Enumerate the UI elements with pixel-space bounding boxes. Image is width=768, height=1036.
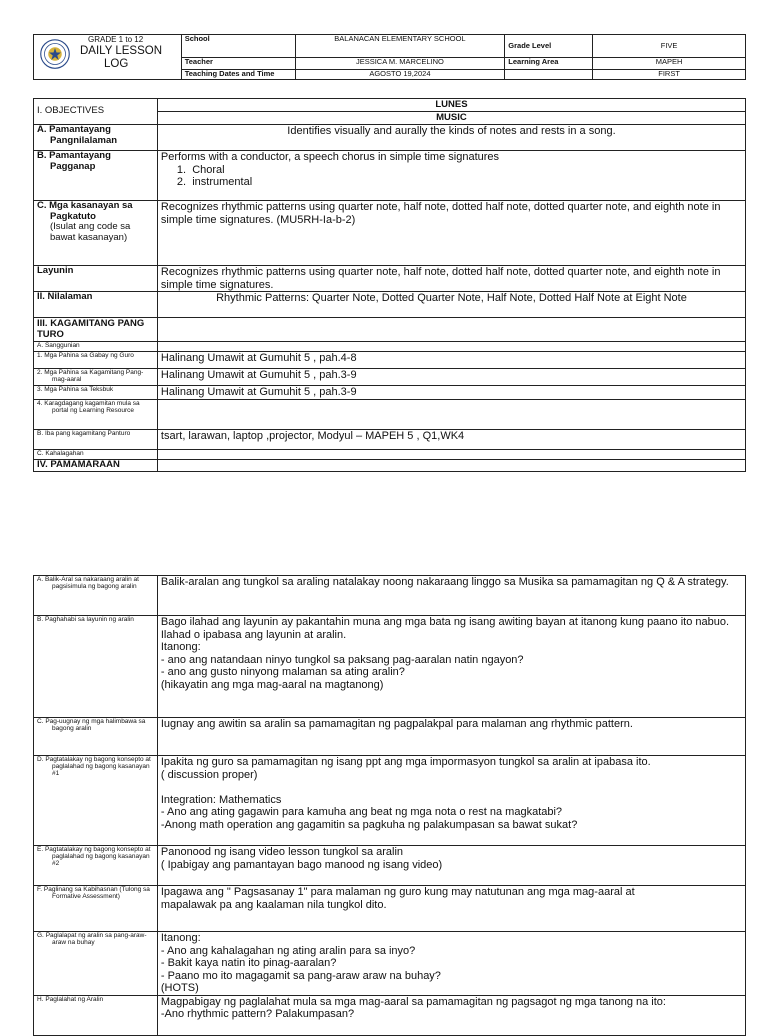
label-text: Kahalagahan: [45, 449, 84, 457]
header-logo-cell: [34, 35, 182, 80]
school-value: BALANACAN ELEMENTARY SCHOOL: [295, 35, 505, 58]
label-text: Pamantayang Pangnilalaman: [49, 124, 118, 146]
procedure-row-label: [34, 616, 158, 718]
list-item: 2. instrumental: [176, 176, 253, 188]
procedure-row-label: [34, 846, 158, 886]
label-letter: 2.: [37, 369, 43, 376]
label-text: Paglinang sa Kabihasnan (Tulong sa Formative Assessment): [43, 886, 150, 900]
label-letter: D.: [37, 756, 44, 763]
content-value: Rhythmic Patterns: Quarter Note, Dotted Quarter Note, Half Note, Dotted Half Note at Eight Note: [157, 292, 745, 318]
line: Bago ilahad ang layunin ay pakantahin muna ang mga bata ng isang awiting bayan at itanong kung paano ito nabuo.: [160, 616, 730, 628]
procedure-label: IV. PAMAMARAAN: [34, 459, 158, 471]
line: Itanong:: [160, 641, 201, 653]
header-table: [33, 34, 746, 80]
line: -Anong math operation ang gagamitin sa pagkuha ng palakumpasan sa bawat sukat?: [160, 818, 578, 831]
grade-level-value: FIVE: [593, 35, 746, 58]
line: (hikayatin ang mga mag-aaral na magtanong): [160, 678, 384, 691]
material-row-value: [157, 342, 745, 352]
line: - ano ang gusto ninyong malaman sa ating aralin?: [160, 666, 405, 678]
list-item-text: Choral: [192, 163, 225, 176]
label-text: Paglalahat ng Aralin: [45, 995, 104, 1003]
line: Integration: Mathematics: [160, 793, 282, 806]
material-row-label: [34, 352, 158, 369]
material-row-value: [157, 449, 745, 459]
procedure-row-label: [34, 932, 158, 996]
line: - Paano mo ito magagamit sa pang-araw araw na buhay?: [160, 969, 441, 982]
line: - Ano ang kahalagahan ng ating aralin para sa inyo?: [160, 944, 416, 957]
label-letter: C.: [37, 200, 47, 211]
procedure-row-label: [34, 886, 158, 932]
procedure-row-value: [157, 886, 745, 932]
performance-standard-label: [34, 151, 158, 201]
material-row-value: Halinang Umawit at Gumuhit 5 , pah.3-9: [157, 369, 745, 386]
label-text: Mga Pahina sa Gabay ng Guro: [44, 352, 134, 359]
material-row-value: tsart, larawan, laptop ,projector, Modyul – MAPEH 5 , Q1,WK4: [157, 429, 745, 449]
label-letter: 1.: [37, 352, 43, 359]
line: -Ano rhythmic pattern? Palakumpasan?: [160, 1008, 355, 1020]
dll-title: [80, 35, 162, 71]
label-text: Balik-Aral sa nakaraang aralin at pagsisimula ng bagong aralin: [44, 576, 139, 590]
day-header: LUNES: [157, 99, 745, 112]
performance-standard-value: [157, 151, 745, 201]
line: Ilahad o ipabasa ang layunin at aralin.: [160, 628, 347, 641]
material-row-label: [34, 399, 158, 429]
grade-range: GRADE 1 to 12: [88, 35, 144, 44]
label-letter: A.: [37, 342, 44, 349]
line: [161, 781, 742, 794]
line: ( discussion proper): [160, 768, 258, 781]
line: Ipagawa ang " Pagsasanay 1" para malaman ng guro kung may natutunan ang mga mag-aaral at: [160, 886, 635, 898]
materials-label: III. KAGAMITANG PANG TURO: [34, 318, 158, 342]
label-text: Mga kasanayan sa Pagkatuto: [49, 200, 133, 222]
subject-header: MUSIC: [157, 112, 745, 125]
label-text: Paghahabi sa layunin ng aralin: [44, 616, 134, 623]
label-letter: A.: [37, 124, 47, 135]
label-text: Pagtatalakay ng bagong konsepto at paglalahad ng bagong kasanayan #2: [44, 846, 151, 867]
line: Ipakita ng guro sa pamamagitan ng isang ppt ang mga impormasyon tungkol sa aralin at ipabasa ito.: [160, 756, 651, 768]
performance-standard-text: Performs with a conductor, a speech chorus in simple time signatures: [160, 151, 500, 163]
procedure-row-label: [34, 718, 158, 756]
deped-seal-icon: [40, 39, 70, 69]
procedure-row-value: [157, 756, 745, 846]
objective-value: Recognizes rhythmic patterns using quarter note, half note, dotted half note, dotted quarter note, and eighth note in simple time signatures.: [157, 266, 745, 292]
material-row-label: [34, 369, 158, 386]
dates-value: AGOSTO 19,2024: [295, 70, 505, 80]
label-letter: 4.: [37, 399, 43, 407]
procedure-row-value: [157, 616, 745, 718]
label-text: Pagtatalakay ng bagong konsepto at paglalahad ng bagong kasanayan #1: [45, 756, 151, 777]
lesson-plan-table: [33, 98, 746, 472]
label-letter: 3.: [37, 386, 43, 393]
materials-value-empty: [157, 318, 745, 342]
label-text: Pamantayang Pagganap: [49, 150, 111, 172]
objectives-label: I. OBJECTIVES: [34, 99, 158, 125]
title-line-2: LOG: [104, 58, 129, 70]
material-row-value: Halinang Umawit at Gumuhit 5 , pah.4-8: [157, 352, 745, 369]
material-row-label: [34, 449, 158, 459]
procedure-row-label: [34, 995, 158, 1035]
competency-value: Recognizes rhythmic patterns using quarter note, half note, dotted half note, dotted quarter note, and eighth note in simple time signatures. (MU5RH-Ia-b-2): [157, 201, 745, 266]
dates-label: Teaching Dates and Time: [181, 70, 295, 80]
label-letter: C.: [37, 718, 44, 725]
quarter-value: FIRST: [593, 70, 746, 80]
grade-level-label: Grade Level: [505, 35, 593, 58]
learning-area-label: Learning Area: [505, 58, 593, 70]
procedure-row-value: [157, 932, 745, 996]
competency-label: [34, 201, 158, 266]
line: mapalawak pa ang kaalaman nila tungkol dito.: [160, 898, 387, 911]
label-text: Iba pang kagamitang Panturo: [44, 429, 131, 437]
material-row-label: [34, 429, 158, 449]
title-line-1: DAILY LESSON: [80, 45, 163, 57]
line: Magpabigay ng paglalahat mula sa mga mag-aaral sa pamamagitan ng pagsagot ng mga tanong na ito:: [160, 995, 666, 1008]
teacher-label: Teacher: [181, 58, 295, 70]
label-letter: B.: [37, 150, 47, 161]
content-label: II. Nilalaman: [34, 292, 158, 318]
label-letter: B.: [37, 616, 44, 623]
label-letter: G.: [37, 932, 44, 939]
competency-note: (Isulat ang code sa bawat kasanayan): [50, 221, 131, 243]
procedure-row-value: Iugnay ang awitin sa aralin sa pamamagitan ng pagpalakpal para malaman ang rhythmic pattern.: [157, 718, 745, 756]
content-standard-label: [34, 125, 158, 151]
school-label: School: [181, 35, 295, 58]
line: - Ano ang ating gagawin para kamuha ang beat ng mga nota o rest na magkatabi?: [160, 806, 563, 818]
performance-list: [161, 164, 742, 189]
procedure-row-value: [157, 846, 745, 886]
label-letter: E.: [37, 846, 44, 853]
label-text: Mga Pahina sa Teksbuk: [44, 386, 114, 393]
procedure-value-empty: [157, 459, 745, 471]
label-letter: C.: [37, 449, 44, 457]
label-text: Karagdagang kagamitan mula sa portal ng Learning Resource: [44, 399, 140, 414]
label-letter: A.: [37, 576, 44, 583]
procedure-table: [33, 575, 746, 1036]
list-item-text: instrumental: [192, 176, 253, 188]
line: Itanong:: [160, 932, 201, 944]
material-row-label: [34, 342, 158, 352]
learning-area-value: MAPEH: [593, 58, 746, 70]
label-letter: F.: [37, 886, 43, 893]
label-text: Paglalapat ng aralin sa pang-araw-araw na buhay: [45, 932, 147, 946]
procedure-row-label: [34, 576, 158, 616]
line: ( Ipabigay ang pamantayan bago manood ng isang video): [160, 858, 443, 871]
label-letter: H.: [37, 995, 44, 1003]
teacher-value: JESSICA M. MARCELINO: [295, 58, 505, 70]
objective-label: Layunin: [34, 266, 158, 292]
line: Panonood ng isang video lesson tungkol sa aralin: [160, 846, 404, 858]
material-row-label: [34, 386, 158, 400]
line: - ano ang natandaan ninyo tungkol sa paksang pag-aaralan natin ngayon?: [160, 653, 524, 666]
material-row-value: Halinang Umawit at Gumuhit 5 , pah.3-9: [157, 386, 745, 400]
line: (HOTS): [160, 982, 199, 994]
line: - Bakit kaya natin ito pinag-aaralan?: [160, 957, 337, 969]
material-row-value: [157, 399, 745, 429]
label-text: Pag-uugnay ng mga halimbawa sa bagong aralin: [45, 718, 146, 732]
label-text: Mga Pahina sa Kagamitang Pang-mag-aaral: [44, 369, 144, 383]
content-standard-value: Identifies visually and aurally the kinds of notes and rests in a song.: [157, 125, 745, 151]
procedure-row-value: [157, 995, 745, 1035]
label-letter: B.: [37, 429, 44, 437]
label-text: Sanggunian: [44, 342, 80, 349]
procedure-row-value: Balik-aralan ang tungkol sa araling natalakay noong nakaraang linggo sa Musika sa pamamagitan ng Q & A strategy.: [157, 576, 745, 616]
quarter-label-empty: [505, 70, 593, 80]
procedure-row-label: [34, 756, 158, 846]
list-item: 1. Choral: [176, 163, 225, 176]
